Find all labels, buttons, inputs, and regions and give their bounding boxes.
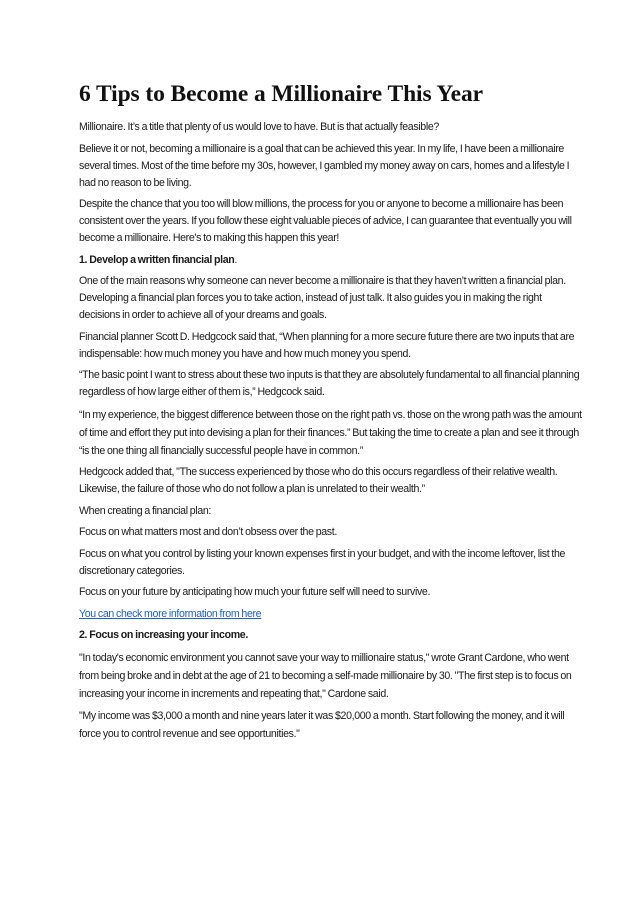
body-paragraph: When creating a financial plan: xyxy=(79,504,212,517)
body-paragraph: Focus on what matters most and don’t obsess over the past. xyxy=(79,526,337,538)
body-paragraph: Focus on your future by anticipating how much your future self will need to survive. xyxy=(79,586,431,598)
body-paragraph: Despite the chance that you too will blow millions, the process for you or anyone to become a millionaire has been consistent over the years. If you follow these eight valuable pieces of advice, I can guarantee that eventually you will become a millionaire. Here's to making this happen this year! xyxy=(79,198,572,244)
body-paragraph: "My income was $3,000 a month and nine years later it was $20,000 a month. Start following the money, and it will force you to control revenue and see opportunities." xyxy=(79,710,565,740)
intro-paragraph: Millionaire. It’s a title that plenty of us would love to have. But is that actually feasible? xyxy=(79,121,439,133)
body-paragraph: “In my experience, the biggest difference between those on the right path vs. those on the wrong path was the amount of time and effort they put into devising a plan for their finances.” But taking the time to create a plan and see it through “is the one thing all financially successful people have in common.” xyxy=(79,408,582,457)
body-paragraph: "In today's economic environment you cannot save your way to millionaire status," wrote Grant Cardone, who went from being broke and in debt at the age of 21 to becoming a self-made millionaire by 30. "The first step is to focus on increasing your income in increments and repeating that," Cardone said. xyxy=(79,651,572,700)
section-heading-1-period: . xyxy=(234,253,237,266)
more-information-link[interactable]: You can check more information from here xyxy=(79,607,262,620)
page-title: 6 Tips to Become a Millionaire This Year xyxy=(79,81,483,107)
section-heading-1-text: 1. Develop a written financial plan xyxy=(79,253,235,266)
body-paragraph: Focus on what you control by listing your known expenses first in your budget, and with the income leftover, list the discretionary categories. xyxy=(79,547,566,577)
body-paragraph: “The basic point I want to stress about these two inputs is that they are absolutely fundamental to all financial planning regardless of how large either of them is,” Hedgcock said. xyxy=(79,369,580,398)
link-paragraph xyxy=(79,606,582,623)
section-heading-2: 2. Focus on increasing your income. xyxy=(79,629,248,641)
section-heading-1 xyxy=(79,252,582,269)
body-paragraph: Believe it or not, becoming a millionaire is a goal that can be achieved this year. In my life, I have been a millionaire several times. Most of the time before my 30s, however, I gambled my money away on cars, homes and a lifestyle I had no reason to be living. xyxy=(79,142,570,189)
body-paragraph: Financial planner Scott D. Hedgcock said that, “When planning for a more secure future there are two inputs that are indispensable: how much money you have and how much money you spend. xyxy=(79,330,575,360)
body-paragraph: One of the main reasons why someone can never become a millionaire is that they haven’t written a financial plan. Developing a financial plan forces you to take action, instead of just talk. It also guides you in making the right decisions in order to achieve all of your dreams and goals. xyxy=(79,275,566,321)
body-paragraph: Hedgcock added that, "The success experienced by those who do this occurs regardless of their relative wealth. Likewise, the failure of those who do not follow a plan is unrelated to their wealth.” xyxy=(79,466,558,495)
